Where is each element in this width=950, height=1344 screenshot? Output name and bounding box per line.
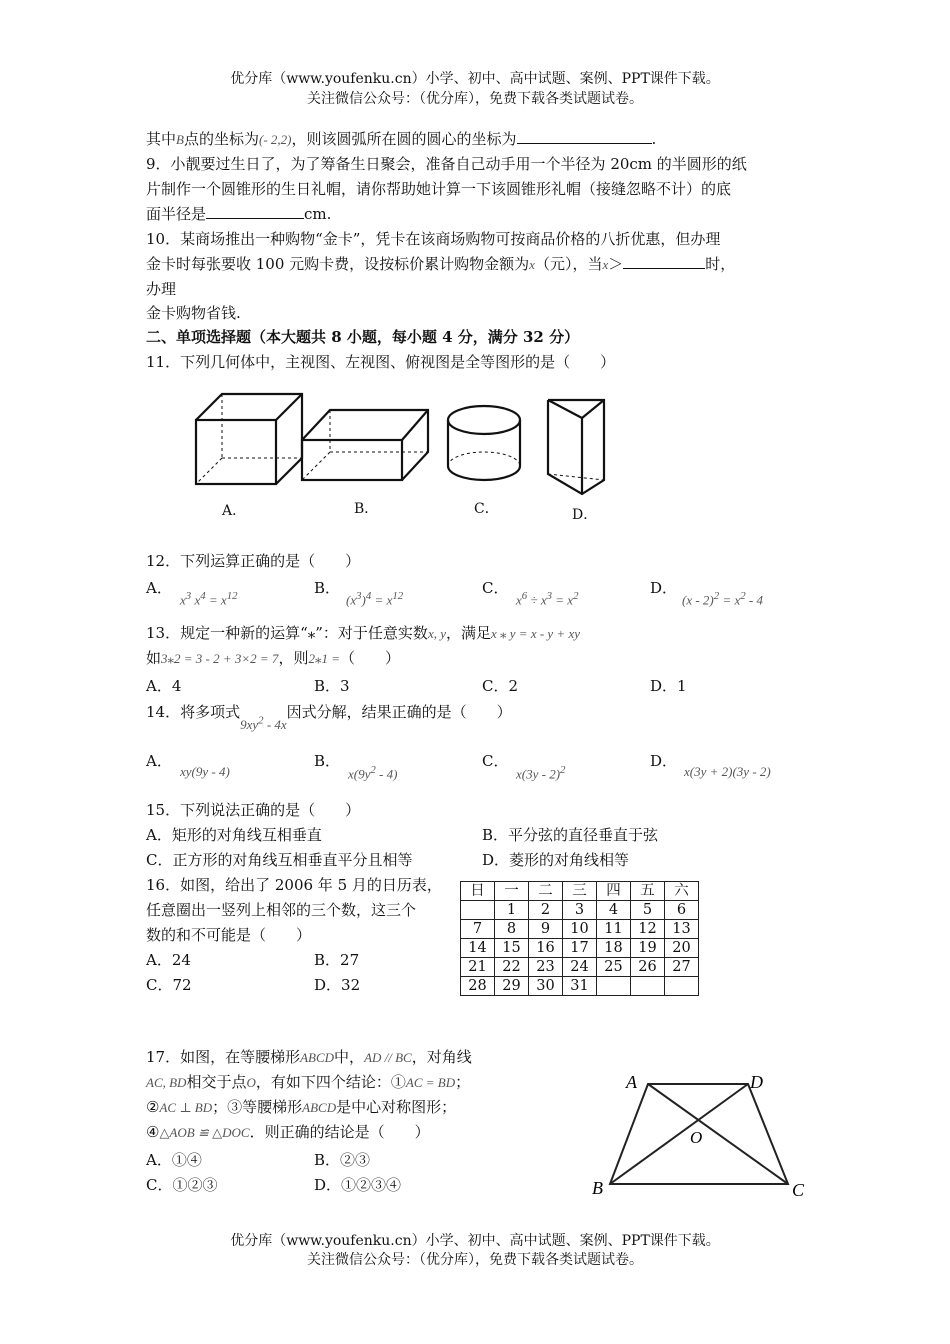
q9-line-2: 片制作一个圆锥形的生日礼帽，请你帮助她计算一下该圆锥形礼帽（接缝忽略不计）的底 [146,180,732,198]
q11-label-c: C． [474,501,499,517]
calendar-cell: 13 [665,920,699,939]
q8-line: 其中B点的坐标为(- 2,2)，则该圆弧所在圆的圆心的坐标为 . [146,130,657,148]
q14-option-c[interactable]: x(3y - 2)$^2$ [516,764,566,782]
q16-option-d[interactable]: D．32 [314,976,361,994]
calendar-row [461,939,699,958]
calendar-cell: 15 [495,939,529,958]
q14-option-a[interactable]: xy(9y - 4) [180,764,230,779]
calendar-header: 五 [631,882,665,901]
q13-option-a[interactable]: A．4 [146,677,182,695]
calendar-cell: 3 [563,901,597,920]
q12-option-a[interactable]: $x^3$ $x^4 = x^{12}$ [180,590,238,608]
calendar-row [461,920,699,939]
q10-line-2: 金卡时每张要收 100 元购卡费，设按标价累计购物金额为x（元），当x＞ 时， [146,255,736,273]
q9-line-1: 9．小靓要过生日了，为了筹备生日聚会，准备自己动手用一个半径为 20cm 的半圆形的纸 [146,155,747,173]
calendar-cell: 29 [495,977,529,996]
calendar-table [460,881,699,996]
q17-option-d[interactable]: D．①②③④ [314,1176,402,1194]
calendar-cell: 27 [665,958,699,977]
calendar-header: 三 [563,882,597,901]
q16-option-a[interactable]: A．24 [146,951,191,969]
calendar-cell [631,977,665,996]
calendar-header: 四 [597,882,631,901]
footer-line-2: 关注微信公众号：（优分库），免费下载各类试题试卷。 [307,1252,643,1268]
q14-option-d[interactable]: x(3y + 2)(3y - 2) [684,764,771,779]
q15-option-c[interactable]: C．正方形的对角线互相垂直平分且相等 [146,851,413,869]
q15-option-d[interactable]: D．菱形的对角线相等 [482,851,630,869]
point-label-b: B [592,1178,603,1198]
q13-line-1: 13．规定一种新的运算“⁎”：对于任意实数x, y，满足x ⁎ y = x - y + xy [146,624,580,642]
q16-line-2: 任意圈出一竖列上相邻的三个数，这三个 [146,901,417,919]
calendar-cell: 10 [563,920,597,939]
calendar-row [461,958,699,977]
calendar-cell: 21 [461,958,495,977]
q12-option-d-label: D． [650,579,678,597]
q12-option-b[interactable]: $(x^3)^4 = x^{12}$ [346,590,404,608]
q17-option-a[interactable]: A．①④ [146,1151,202,1169]
q12-option-a-label: A． [146,579,172,597]
calendar-cell [597,977,631,996]
q17-line-2: AC, BD相交于点O，有如下四个结论：①AC = BD； [146,1073,471,1091]
calendar-cell: 24 [563,958,597,977]
calendar-header: 二 [529,882,563,901]
calendar-cell: 11 [597,920,631,939]
q17-option-b[interactable]: B．②③ [314,1151,371,1169]
q12-option-c-label: C． [482,579,509,597]
q14-option-b[interactable]: $x(9y^2 - 4)$ [348,764,398,782]
q16-option-c[interactable]: C．72 [146,976,192,994]
trapezoid-figure [588,1066,810,1198]
q10-line-4: 金卡购物省钱. [146,304,241,322]
q11-stem: 11．下列几何体中，主视图、左视图、俯视图是全等图形的是（ ） [146,353,616,371]
q14-option-a-label: A． [146,752,172,770]
calendar-cell: 4 [597,901,631,920]
q13-option-b[interactable]: B．3 [314,677,350,695]
calendar-cell: 20 [665,939,699,958]
calendar-cell: 2 [529,901,563,920]
point-label-o: O [690,1128,703,1147]
header-line-1: 优分库（www.youfenku.cn）小学、初中、高中试题、案例、PPT课件下载。 [230,71,720,87]
calendar-cell: 25 [597,958,631,977]
solids-figure [190,390,620,500]
point-label-c: C [792,1180,805,1200]
q12-option-d[interactable]: $(x - 2)^2 = x^2 - 4$ [682,590,763,608]
calendar-cell: 17 [563,939,597,958]
calendar-cell: 9 [529,920,563,939]
calendar-cell: 7 [461,920,495,939]
calendar-cell: 6 [665,901,699,920]
q12-option-c[interactable]: $x^6 \div x^3 = x^2$ [516,590,579,608]
q14-line: 14．将多项式$9xy^2 - 4x$因式分解，结果正确的是（ ） [146,703,512,732]
calendar-row [461,977,699,996]
q16-option-b[interactable]: B．27 [314,951,360,969]
q12-stem: 12．下列运算正确的是（ ） [146,552,361,570]
q10-line-3: 办理 [146,280,177,298]
q10-line-1: 10．某商场推出一种购物“金卡”，凭卡在该商场购物可按商品价格的八折优惠，但办理 [146,230,721,248]
calendar-cell: 8 [495,920,529,939]
calendar-cell: 12 [631,920,665,939]
calendar-header: 六 [665,882,699,901]
calendar-header-row [461,882,699,901]
q14-option-d-label: D． [650,752,678,770]
calendar-cell: 23 [529,958,563,977]
q11-label-b: B． [354,501,379,517]
q17-line-1: 17．如图，在等腰梯形ABCD中，AD // BC，对角线 [146,1048,472,1066]
calendar-header: 一 [495,882,529,901]
calendar-cell: 16 [529,939,563,958]
q15-option-b[interactable]: B．平分弦的直径垂直于弦 [482,826,659,844]
calendar-cell: 18 [597,939,631,958]
calendar-header: 日 [461,882,495,901]
calendar-cell: 22 [495,958,529,977]
q17-line-3: ②AC ⊥ BD；③等腰梯形ABCD是中心对称图形； [146,1098,457,1116]
q13-line-2: 如3⁎2 = 3 - 2 + 3×2 = 7，则2⁎1 =（ ） [146,649,400,667]
q9-line-3: 面半径是 cm. [146,205,332,223]
calendar-cell [665,977,699,996]
q15-option-a[interactable]: A．矩形的对角线互相垂直 [146,826,322,844]
calendar-cell: 30 [529,977,563,996]
q17-option-c[interactable]: C．①②③ [146,1176,218,1194]
q13-option-d[interactable]: D．1 [650,677,687,695]
q12-option-b-label: B． [314,579,341,597]
header-line-2: 关注微信公众号：（优分库），免费下载各类试题试卷。 [307,91,643,107]
calendar-row [461,901,699,920]
point-label-d: D [750,1072,763,1092]
calendar-cell [461,901,495,920]
calendar-cell: 5 [631,901,665,920]
section-title: 二、单项选择题（本大题共 8 小题，每小题 4 分，满分 32 分） [146,328,580,346]
answer-blank[interactable] [623,254,705,269]
q15-stem: 15．下列说法正确的是（ ） [146,801,361,819]
q16-line-1: 16．如图，给出了 2006 年 5 月的日历表， [146,876,442,894]
q13-option-c[interactable]: C．2 [482,677,519,695]
q11-label-a: A． [222,503,247,519]
q14-option-b-label: B． [314,752,341,770]
q16-line-3: 数的和不可能是（ ） [146,926,312,944]
q14-option-c-label: C． [482,752,509,770]
point-label-a: A [626,1072,637,1092]
footer-line-1: 优分库（www.youfenku.cn）小学、初中、高中试题、案例、PPT课件下载。 [230,1233,720,1249]
calendar-cell: 19 [631,939,665,958]
calendar-cell: 14 [461,939,495,958]
calendar-cell: 1 [495,901,529,920]
q17-line-4: ④△AOB ≌ △DOC．则正确的结论是（ ） [146,1123,430,1141]
q11-label-d: D． [572,507,598,523]
answer-blank[interactable] [517,129,652,144]
answer-blank[interactable] [206,204,304,219]
calendar-cell: 31 [563,977,597,996]
calendar-cell: 28 [461,977,495,996]
calendar-cell: 26 [631,958,665,977]
